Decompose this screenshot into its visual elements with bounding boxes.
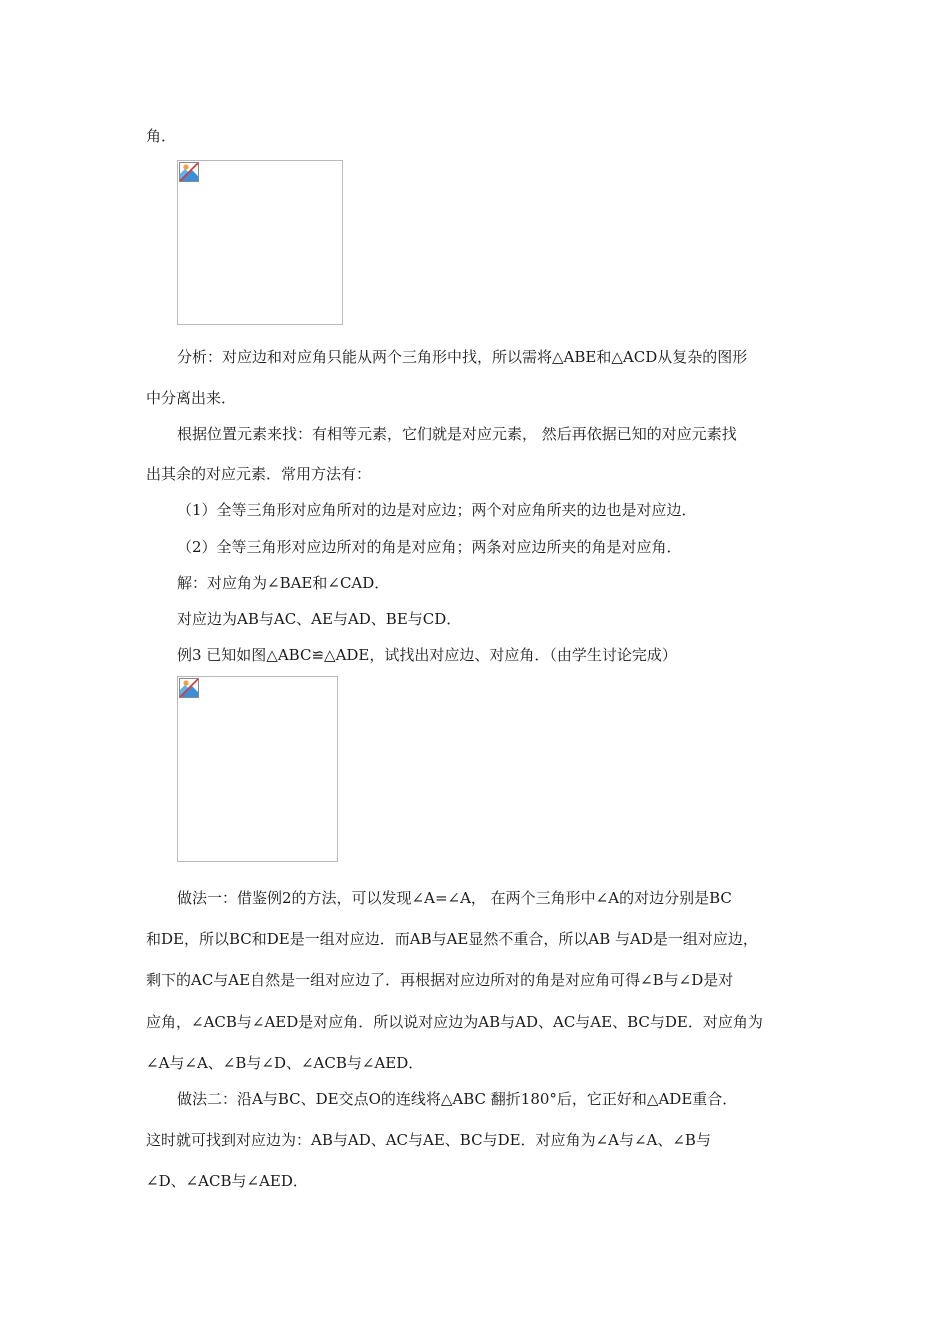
paragraph-line: 应角，∠ACB与∠AED是对应角．所以说对应边为AB与AD、AC与AE、BC与DE．对应角为 — [146, 1013, 763, 1031]
paragraph-line: 根据位置元素来找：有相等元素，它们就是对应元素， 然后再依据已知的对应元素找 — [177, 425, 737, 443]
paragraph-line: 做法一：借鉴例2的方法，可以发现∠A=∠A， 在两个三角形中∠A的对边分别是BC — [177, 889, 732, 907]
paragraph-line: 做法二：沿A与BC、DE交点O的连线将△ABC 翻折180°后，它正好和△ADE重合． — [177, 1090, 738, 1108]
paragraph-line: 和DE，所以BC和DE是一组对应边．而AB与AE显然不重合，所以AB 与AD是一组对应边， — [146, 930, 758, 948]
paragraph-line: 剩下的AC与AE自然是一组对应边了．再根据对应边所对的角是对应角可得∠B与∠D是对 — [146, 971, 734, 989]
paragraph-line: （1）全等三角形对应角所对的边是对应边；两个对应角所夹的边也是对应边． — [177, 501, 697, 519]
paragraph-line: （2）全等三角形对应边所对的角是对应角；两条对应边所夹的角是对应角． — [177, 538, 682, 556]
paragraph-line: 角． — [146, 127, 177, 145]
broken-image-icon — [179, 678, 199, 698]
figure-1-placeholder — [177, 160, 343, 325]
paragraph-line: 出其余的对应元素．常用方法有： — [146, 465, 372, 483]
paragraph-line: ∠A与∠A、∠B与∠D、∠ACB与∠AED． — [146, 1054, 424, 1072]
broken-image-icon — [179, 162, 199, 182]
paragraph-line: 这时就可找到对应边为：AB与AD、AC与AE、BC与DE．对应角为∠A与∠A、∠B与 — [146, 1131, 711, 1149]
figure-2-placeholder — [177, 676, 338, 862]
paragraph-line: ∠D、∠ACB与∠AED． — [146, 1172, 308, 1190]
paragraph-line: 中分离出来． — [146, 389, 237, 407]
paragraph-line: 例3 已知如图△ABC≌△ADE，试找出对应边、对应角．（由学生讨论完成） — [177, 646, 677, 664]
paragraph-line: 对应边为AB与AC、AE与AD、BE与CD． — [177, 610, 462, 628]
paragraph-line: 分析：对应边和对应角只能从两个三角形中找，所以需将△ABE和△ACD从复杂的图形 — [177, 348, 748, 366]
paragraph-line: 解：对应角为∠BAE和∠CAD． — [177, 574, 390, 592]
